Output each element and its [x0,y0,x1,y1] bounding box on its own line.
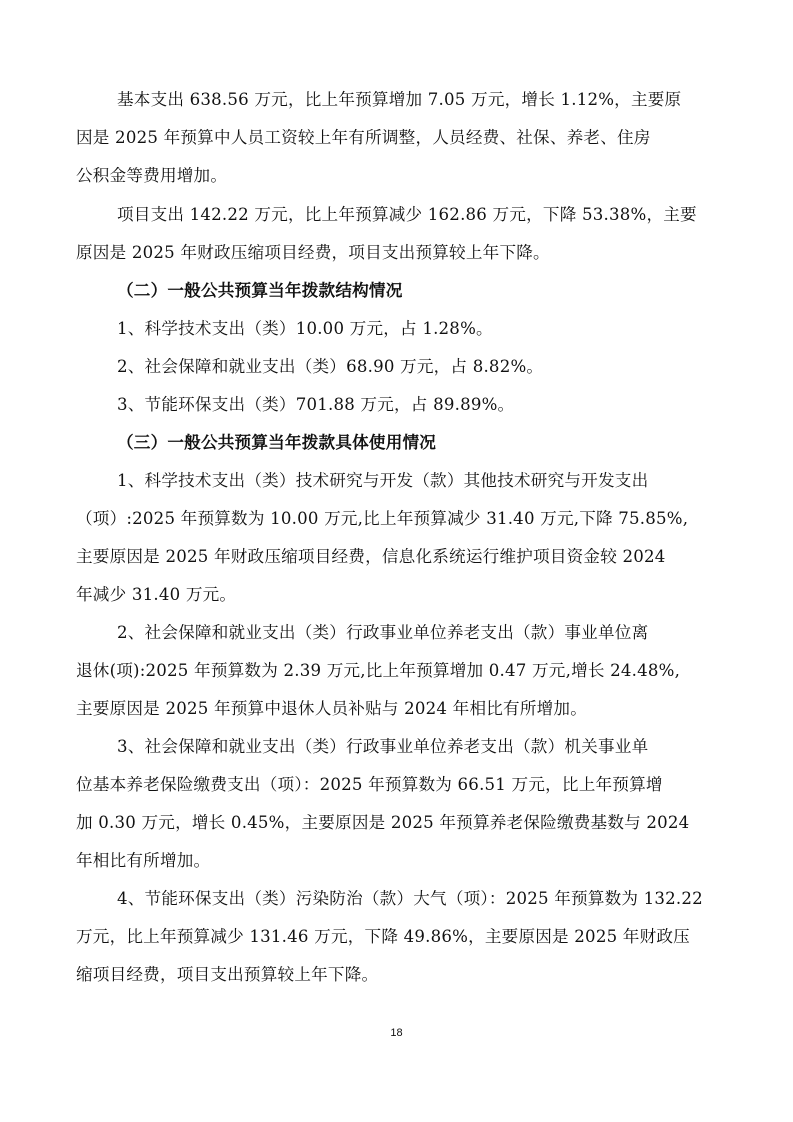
text-line: 因是 2025 年预算中人员工资较上年有所调整，人员经费、社保、养老、住房 [76,128,651,147]
text-line: 公积金等费用增加。 [76,166,228,185]
text-line: （项）:2025 年预算数为 10.00 万元,比上年预算减少 31.40 万元,下降 75.85%, [76,509,689,528]
text-line: 基本支出 638.56 万元，比上年预算增加 7.05 万元，增长 1.12%，主要原 [117,90,682,109]
page-number: 18 [390,1027,403,1039]
text-line: 项目支出 142.22 万元，比上年预算减少 162.86 万元，下降 53.38%，主要 [117,205,697,224]
structure-item-2: 2、社会保障和就业支出（类）68.90 万元，占 8.82%。 [117,357,544,376]
text-line: 1、科学技术支出（类）技术研究与开发（款）其他技术研究与开发支出 [117,471,649,490]
text-line: 年相比有所增加。 [76,851,211,870]
text-line: 主要原因是 2025 年财政压缩项目经费，信息化系统运行维护项目资金较 2024 [76,547,666,566]
section-heading-2: （二）一般公共预算当年拨款结构情况 [117,281,403,300]
text-line: 3、社会保障和就业支出（类）行政事业单位养老支出（款）机关事业单 [117,737,649,756]
structure-item-1: 1、科学技术支出（类）10.00 万元，占 1.28%。 [117,319,493,338]
text-line: 位基本养老保险缴费支出（项）：2025 年预算数为 66.51 万元，比上年预算增 [76,775,663,794]
text-line: 缩项目经费，项目支出预算较上年下降。 [76,965,379,984]
text-line: 退休(项):2025 年预算数为 2.39 万元,比上年预算增加 0.47 万元,增长 24.48%, [76,661,681,680]
text-line: 加 0.30 万元，增长 0.45%，主要原因是 2025 年预算养老保险缴费基数与 2024 [76,813,690,832]
text-line: 万元，比上年预算减少 131.46 万元，下降 49.86%，主要原因是 2025 年财政压 [76,927,690,946]
text-line: 原因是 2025 年财政压缩项目经费，项目支出预算较上年下降。 [76,243,550,262]
structure-item-3: 3、节能环保支出（类）701.88 万元，占 89.89%。 [117,395,515,414]
text-line: 2、社会保障和就业支出（类）行政事业单位养老支出（款）事业单位离 [117,623,649,642]
text-line: 4、节能环保支出（类）污染防治（款）大气（项）：2025 年预算数为 132.22 [117,889,703,908]
text-line: 年减少 31.40 万元。 [76,585,237,604]
text-line: 主要原因是 2025 年预算中退休人员补贴与 2024 年相比有所增加。 [76,699,588,718]
section-heading-3: （三）一般公共预算当年拨款具体使用情况 [117,433,437,452]
